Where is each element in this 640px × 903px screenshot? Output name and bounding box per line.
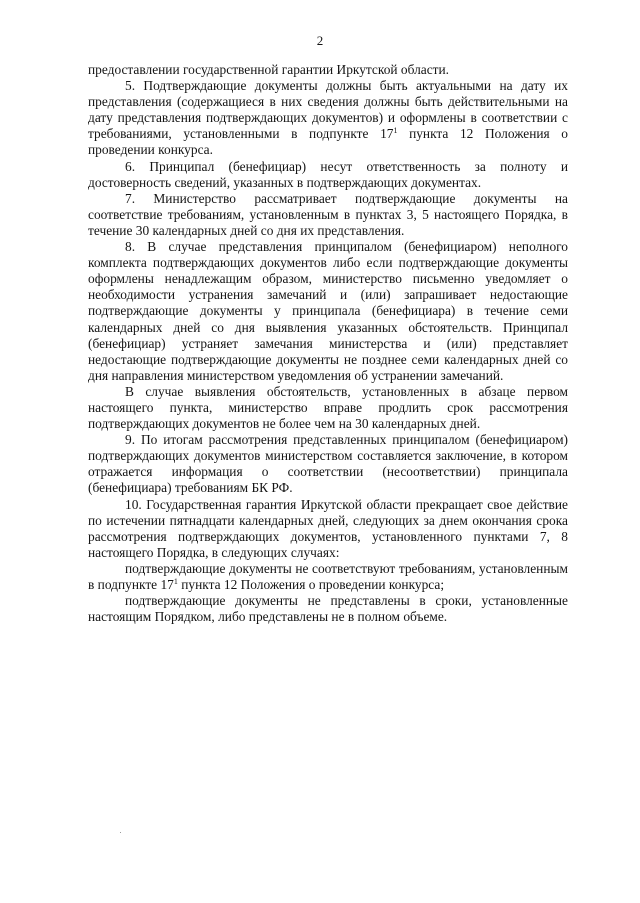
paragraph-item-5-tail: пункта 12 Положения о проведении конкурса. — [88, 126, 568, 158]
paragraph-item-10-case-1 — [88, 561, 568, 593]
paragraph-item-7: 7. Министерство рассматривает подтверждающие документы на соответствие требованиям, установленным в пунктах 3, 5 настоящего Порядка, в течение 30 календарных дней со дня их представления. — [88, 190, 568, 238]
paragraph-item-9: 9. По итогам рассмотрения представленных принципалом (бенефициаром) подтверждающих документов министерством составляется заключение, в котором отражается информация о соответствии (несоответствии) принципала (бенефициара) требованиям БК РФ. — [88, 432, 568, 496]
superscript-mark: 1 — [393, 126, 398, 136]
paragraph-item-5-text: 5. Подтверждающие документы должны быть актуальными на дату их представления (содержащиеся в них сведения должны быть действительными на дату представления подтверждающих документов) и оформлены в соответствии с требованиями, установленными в подпункте 17 — [88, 78, 568, 142]
document-body — [88, 62, 568, 625]
paragraph-item-10-case-2: подтверждающие документы не представлены в сроки, установленные настоящим Порядком, либо представлены не в полном объеме. — [88, 593, 568, 625]
page-number: 2 — [316, 33, 324, 48]
paragraph-item-6: 6. Принципал (бенефициар) несут ответственность за полноту и достоверность сведений, указанных в подтверждающих документах. — [88, 158, 568, 190]
scan-speck — [120, 832, 121, 833]
paragraph-continuation: предоставлении государственной гарантии Иркутской области. — [88, 62, 450, 77]
paragraph-item-5 — [88, 78, 568, 158]
paragraph-item-10: 10. Государственная гарантия Иркутской области прекращает свое действие по истечении пятнадцати календарных дней, следующих за днем окончания срока рассмотрения подтверждающих документов, установленного пунктами 7, 8 настоящего Порядка, в следующих случаях: — [88, 496, 568, 560]
superscript-mark: 1 — [173, 577, 178, 586]
paragraph-item-8: 8. В случае представления принципалом (бенефициаром) неполного комплекта подтверждающих документов либо если подтверждающие документы оформлены ненадлежащим образом, министерство письменно уведомляет о необходимости устранения замечаний и (или) запрашивает недостающие подтверждающие документы у принципала (бенефициара) в течение семи календарных дней со дня выявления указанных обстоятельств. Принципал (бенефициар) устраняет замечания министерства и (или) представляет недостающие подтверждающие документы не позднее семи календарных дней со дня направления министерством уведомления об устранении замечаний. — [88, 239, 568, 383]
paragraph-item-8-second: В случае выявления обстоятельств, установленных в абзаце первом настоящего пункта, министерство вправе продлить срок рассмотрения подтверждающих документов не более чем на 30 календарных дней. — [88, 383, 568, 432]
case-1-tail: пункта 12 Положения о проведении конкурса; — [177, 577, 445, 592]
case-1-text: подтверждающие документы не соответствуют требованиям, установленным в подпункте 17 — [88, 560, 568, 592]
